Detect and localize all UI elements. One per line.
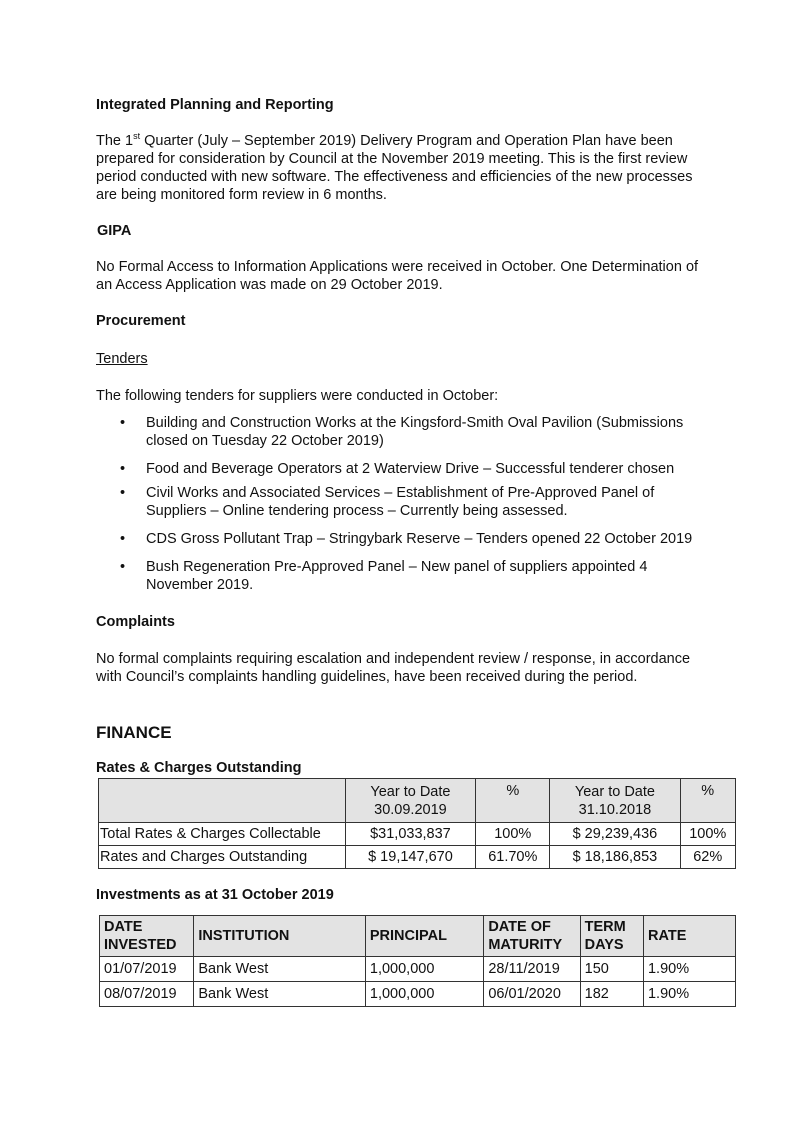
- table-cell: 100%: [476, 823, 550, 846]
- table-header-row: [99, 779, 736, 823]
- rates-heading: Rates & Charges Outstanding: [96, 760, 302, 776]
- table-cell: Bank West: [194, 982, 366, 1007]
- table-cell: $ 19,147,670: [345, 846, 476, 869]
- list-item-text: CDS Gross Pollutant Trap – Stringybark Reserve – Tenders opened 22 October 2019: [146, 531, 693, 547]
- table-cell: 1.90%: [643, 957, 735, 982]
- table-cell: 08/07/2019: [100, 982, 194, 1007]
- table-cell: 182: [580, 982, 643, 1007]
- table-cell: 28/11/2019: [484, 957, 580, 982]
- list-item-text: Building and Construction Works at the Kingsford-Smith Oval Pavilion (Submissions closed on Tuesday 22 October 2019): [146, 415, 684, 449]
- table-row: [99, 823, 736, 846]
- inv-col-rate: RATE: [643, 916, 735, 957]
- table-cell: Bank West: [194, 957, 366, 982]
- table-cell: 01/07/2019: [100, 957, 194, 982]
- inv-col-term-days: TERM DAYS: [580, 916, 643, 957]
- ipr-para-post: Quarter (July – September 2019) Delivery Program and Operation Plan have been prepared for consideration by Council at the November 2019 meeting. This is the first review period conducted with new software. The effectiveness and efficiencies of the new processes are being monitored form review in 6 months.: [96, 133, 693, 203]
- list-item: [96, 558, 706, 594]
- list-item: [96, 484, 706, 520]
- table-cell: 1,000,000: [365, 982, 483, 1007]
- table-header-row: [100, 916, 736, 957]
- rates-col-pct-2019: %: [476, 779, 550, 823]
- table-cell: 06/01/2020: [484, 982, 580, 1007]
- tenders-list: [96, 414, 706, 594]
- bullet: •: [120, 531, 126, 547]
- table-row: [99, 846, 736, 869]
- complaints-heading: Complaints: [96, 614, 175, 630]
- ipr-paragraph: [96, 132, 696, 204]
- investments-table: [99, 915, 736, 1007]
- inv-col-date-invested: DATE INVESTED: [100, 916, 194, 957]
- list-item: [96, 460, 706, 478]
- list-item-text: Food and Beverage Operators at 2 Waterview Drive – Successful tenderer chosen: [146, 461, 675, 477]
- list-item: [96, 530, 706, 548]
- ipr-heading: Integrated Planning and Reporting: [96, 97, 334, 113]
- table-cell: 100%: [680, 823, 735, 846]
- inv-col-principal: PRINCIPAL: [365, 916, 483, 957]
- bullet: •: [120, 415, 126, 431]
- table-cell: Rates and Charges Outstanding: [99, 846, 346, 869]
- ipr-para-pre: The 1: [96, 133, 134, 149]
- table-cell: Total Rates & Charges Collectable: [99, 823, 346, 846]
- rates-col-label: [99, 779, 346, 823]
- investments-heading: Investments as at 31 October 2019: [96, 887, 334, 903]
- table-cell: $31,033,837: [345, 823, 476, 846]
- procurement-heading: Procurement: [96, 313, 186, 329]
- rates-table: [98, 778, 736, 869]
- table-cell: 61.70%: [476, 846, 550, 869]
- rates-col-ytd-2018: Year to Date 31.10.2018: [550, 779, 680, 823]
- bullet: •: [120, 461, 126, 477]
- table-row: [100, 957, 736, 982]
- rates-col-ytd-2019: Year to Date 30.09.2019: [345, 779, 476, 823]
- bullet: •: [120, 485, 126, 501]
- table-cell: $ 18,186,853: [550, 846, 680, 869]
- table-row: [100, 982, 736, 1007]
- table-cell: 62%: [680, 846, 735, 869]
- gipa-heading: GIPA: [97, 223, 132, 239]
- tenders-intro: The following tenders for suppliers were conducted in October:: [96, 388, 499, 404]
- bullet: •: [120, 559, 126, 575]
- ipr-para-sup: st: [133, 131, 141, 142]
- inv-col-date-maturity: DATE OF MATURITY: [484, 916, 580, 957]
- list-item-text: Civil Works and Associated Services – Establishment of Pre-Approved Panel of Suppliers – Online tendering process – Currently being assessed.: [146, 485, 655, 519]
- list-item-text: Bush Regeneration Pre-Approved Panel – New panel of suppliers appointed 4 November 2019.: [146, 559, 648, 593]
- table-cell: 1.90%: [643, 982, 735, 1007]
- tenders-subheading: Tenders: [96, 351, 148, 367]
- document-page: [96, 96, 736, 1007]
- list-item: [96, 414, 706, 450]
- gipa-paragraph: No Formal Access to Information Applications were received in October. One Determination of an Access Application was made on 29 October 2019.: [96, 259, 699, 293]
- table-cell: 150: [580, 957, 643, 982]
- inv-col-institution: INSTITUTION: [194, 916, 366, 957]
- table-cell: $ 29,239,436: [550, 823, 680, 846]
- complaints-paragraph: No formal complaints requiring escalation and independent review / response, in accordance with Council’s complaints handling guidelines, have been received during the period.: [96, 651, 691, 685]
- table-cell: 1,000,000: [365, 957, 483, 982]
- rates-col-pct-2018: %: [680, 779, 735, 823]
- finance-heading: FINANCE: [96, 723, 172, 742]
